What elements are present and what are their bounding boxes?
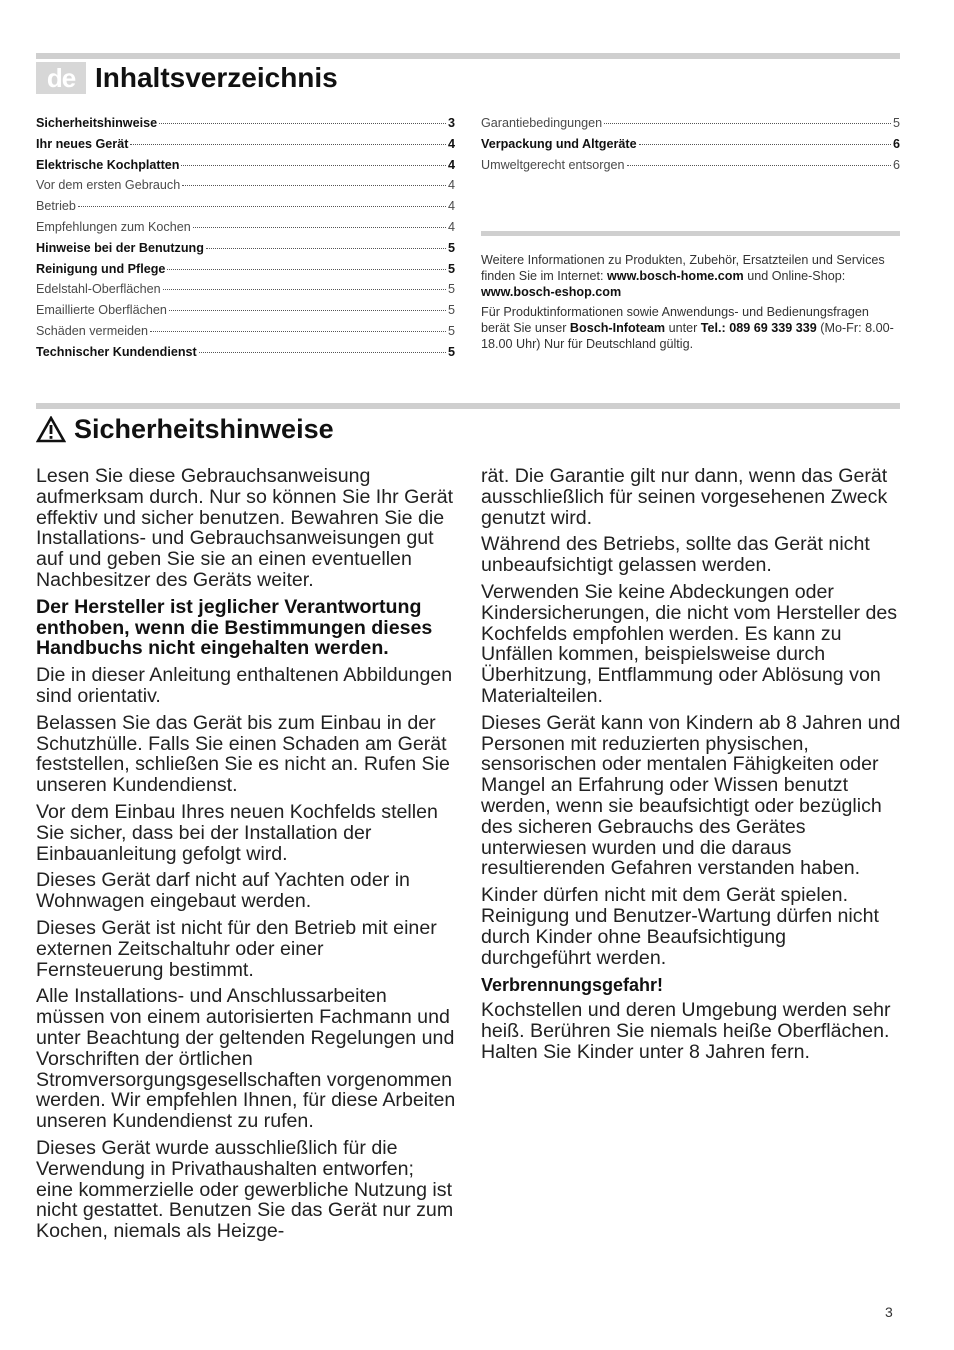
toc-leader-dots (627, 165, 891, 166)
toc-entry-page: 4 (447, 136, 455, 151)
page-number: 3 (885, 1304, 893, 1320)
toc-entry-label: Edelstahl-Oberflächen (36, 282, 161, 297)
info-divider (481, 231, 900, 236)
toc-entry-label: Garantiebedingungen (481, 116, 603, 130)
toc-title: Inhaltsverzeichnis (95, 62, 338, 93)
toc-leader-dots (604, 123, 891, 124)
toc-entry[interactable] (36, 282, 455, 303)
right-paragraphs (481, 466, 901, 968)
toc-leader-dots (199, 352, 446, 353)
safety-paragraph: Belassen Sie das Gerät bis zum Einbau in der Schutzhülle. Falls Sie einen Schaden am Gerät feststellen, schließen Sie es nicht an. Rufen Sie unseren Kundendienst. (36, 711, 450, 797)
toc-entry-label: Elektrische Kochplatten (36, 157, 180, 172)
toc-entry-page: 3 (447, 116, 455, 130)
hotline-number: Tel.: 089 69 339 339 (700, 321, 817, 335)
toc-entry-label: Ihr neues Gerät (36, 136, 129, 151)
safety-paragraph: Während des Betriebs, sollte das Gerät nicht unbeaufsichtigt gelassen werden. (481, 533, 870, 577)
toc-leader-dots (193, 227, 446, 228)
toc-right-column (481, 116, 900, 178)
toc-entry-page: 5 (447, 261, 455, 276)
infoteam-name: Bosch-Infoteam (569, 321, 666, 335)
toc-leader-dots (181, 165, 446, 166)
toc-entry-label: Schäden vermeiden (36, 323, 149, 338)
toc-leader-dots (182, 185, 446, 186)
toc-entry[interactable] (36, 324, 455, 345)
toc-leader-dots (78, 206, 446, 207)
toc-entry-page: 6 (892, 157, 900, 172)
toc-entry[interactable] (481, 116, 900, 137)
toc-leader-dots (206, 248, 446, 249)
toc-left-column (36, 116, 455, 366)
url-bosch-eshop: www.bosch-eshop.com (481, 285, 622, 299)
toc-entry-page: 6 (892, 136, 900, 151)
toc-entry-label: Betrieb (36, 199, 76, 214)
safety-paragraph: Vor dem Einbau Ihres neuen Kochfelds stellen Sie sicher, dass bei der Installation der Einbauanleitung gefolgt wird. (36, 800, 438, 865)
language-badge: de (36, 62, 86, 94)
safety-paragraph: rät. Die Garantie gilt nur dann, wenn das Gerät ausschließlich für seinen vorgesehenen Zweck genutzt wird. (481, 465, 888, 529)
toc-leader-dots (169, 310, 446, 311)
safety-paragraph: Lesen Sie diese Gebrauchsanweisung aufmerksam durch. Nur so können Sie Ihr Gerät effektiv und sicher benutzen. Bewahren Sie die Installations- und Gebrauchsanweisungen gut auf und geben Sie sie an einen eventuellen Nachbesitzer des Geräts weiter. (36, 465, 454, 591)
section-divider (36, 403, 900, 409)
toc-leader-dots (130, 144, 446, 145)
section-title: Sicherheitshinweise (74, 413, 334, 444)
safety-paragraph: Alle Installations- und Anschlussarbeiten müssen von einem autorisierten Fachmann und unter Beachtung der geltenden Regelungen und Vorschriften der örtlichen Stromversorgungsgesellschaften vorgenommen werden. Wir empfehlen Ihnen, für diese Arbeiten unseren Kundendienst zu rufen. (36, 985, 456, 1133)
toc-entry[interactable] (36, 199, 455, 220)
toc-entry-label: Reinigung und Pflege (36, 261, 166, 276)
toc-entry[interactable] (36, 241, 455, 262)
safety-paragraph: Verwenden Sie keine Abdeckungen oder Kindersicherungen, die nicht vom Hersteller des Kochfelds empfohlen werden. Es kann zu Unfällen kommen, beispielsweise durch Überhitzung, Entflammung oder Ablösung von Materialteilen. (481, 580, 898, 707)
toc-leader-dots (159, 123, 446, 124)
toc-entry-label: Verpackung und Altgeräte (481, 136, 637, 151)
url-bosch-home: www.bosch-home.com (607, 269, 744, 283)
toc-entry-page: 5 (447, 282, 455, 297)
info-block (481, 252, 901, 356)
toc-entry-page: 5 (892, 116, 900, 130)
toc-entry[interactable] (36, 158, 455, 179)
toc-entry-page: 4 (447, 199, 455, 214)
safety-paragraph: Dieses Gerät wurde ausschließlich für die Verwendung in Privathaushalten entworfen; eine kommerzielle oder gewerbliche Nutzung ist nicht gestattet. Benutzen Sie das Gerät nur zum Kochen, niemals als Heizge- (36, 1136, 454, 1243)
burn-warning-text: Kochstellen und deren Umgebung werden sehr heiß. Berühren Sie niemals heiße Oberflächen. Halten Sie Kinder unter 8 Jahren fern. (481, 999, 891, 1063)
toc-entry-page: 5 (447, 240, 455, 255)
burn-warning-heading: Verbrennungsgefahr! (481, 975, 664, 996)
toc-entry-label: Umweltgerecht entsorgen (481, 157, 625, 172)
toc-entry-page: 4 (447, 178, 455, 193)
warning-icon (36, 416, 66, 443)
toc-entry-label: Empfehlungen zum Kochen (36, 219, 191, 234)
info-web: Weitere Informationen zu Produkten, Zubehör, Ersatzteilen und Services finden Sie im Internet: www.bosch-home.com und Online-Shop: www.bosch-eshop.com (481, 253, 885, 299)
toc-leader-dots (163, 289, 446, 290)
toc-entry[interactable] (36, 262, 455, 283)
toc-entry[interactable] (36, 116, 455, 137)
left-text-column (36, 466, 456, 1248)
toc-entry[interactable] (36, 137, 455, 158)
toc-leader-dots (150, 331, 446, 332)
manufacturer-disclaimer: Der Hersteller ist jeglicher Verantwortung enthoben, wenn die Bestimmungen dieses Handbuchs nicht eingehalten werden. (36, 595, 433, 660)
toc-entry-label: Vor dem ersten Gebrauch (36, 178, 181, 193)
toc-entry-page: 4 (447, 219, 455, 234)
toc-entry-label: Sicherheitshinweise (36, 116, 158, 130)
toc-entry-page: 5 (447, 344, 455, 359)
toc-entry[interactable] (36, 178, 455, 199)
toc-entry-label: Hinweise bei der Benutzung (36, 240, 204, 255)
safety-paragraph: Dieses Gerät kann von Kindern ab 8 Jahren und Personen mit reduzierten physischen, sensorischen oder mentalen Fähigkeiten oder Mangel an Erfahrung oder Wissen benutzt werden, wenn sie beaufsichtigt oder bezüglich des sicheren Gebrauchs des Gerätes unterwiesen wurden und die daraus resultierenden Gefahren verstanden haben. (481, 711, 901, 880)
section-heading (36, 410, 334, 448)
toc-leader-dots (167, 269, 446, 270)
top-divider (36, 53, 900, 59)
toc-entry-label: Technischer Kundendienst (36, 344, 197, 359)
toc-entry[interactable] (36, 345, 455, 366)
toc-entry[interactable] (481, 137, 900, 158)
toc-entry-page: 5 (447, 303, 455, 318)
toc-entry[interactable] (481, 158, 900, 179)
safety-paragraph: Kinder dürfen nicht mit dem Gerät spielen. Reinigung und Benutzer-Wartung dürfen nicht durch Kinder ohne Beaufsichtigung durchgeführt werden. (481, 884, 879, 969)
safety-paragraph: Dieses Gerät ist nicht für den Betrieb mit einer externen Zeitschaltuhr oder einer Fernsteuerung bestimmt. (36, 916, 437, 981)
toc-entry[interactable] (36, 220, 455, 241)
info-hotline: Für Produktinformationen sowie Anwendungs- und Bedienungsfragen berät Sie unser Bosch-Infoteam unter Tel.: 089 69 339 339 (Mo-Fr: 8.00-18.00 Uhr) Nur für Deutschland gültig. (481, 305, 894, 351)
toc-entry-page: 4 (447, 157, 455, 172)
right-text-column (481, 466, 901, 1069)
toc-leader-dots (639, 144, 891, 145)
toc-entry-page: 5 (447, 323, 455, 338)
toc-entry[interactable] (36, 303, 455, 324)
safety-paragraph: Die in dieser Anleitung enthaltenen Abbildungen sind orientativ. (36, 664, 453, 707)
safety-paragraph: Dieses Gerät darf nicht auf Yachten oder in Wohnwagen eingebaut werden. (36, 869, 410, 913)
toc-entry-label: Emaillierte Oberflächen (36, 303, 167, 318)
